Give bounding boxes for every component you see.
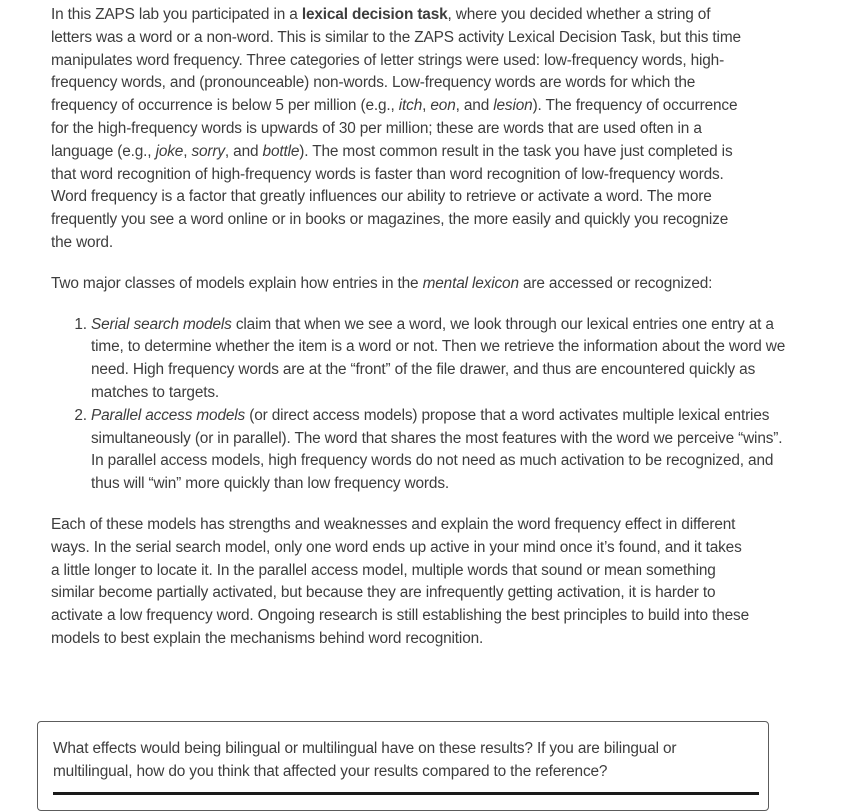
intro-paragraph: In this ZAPS lab you participated in a lexical decision task, where you decided whether a string of letters was a word or a non-word. This is similar to the ZAPS activity Lexical Decision Task, but this time manipulates word frequency. Three categories of letter strings were used: low-frequency words, high-frequency words, and (pronounceable) non-words. Low-frequency words are words for which the frequency of occurrence is below 5 per million (e.g., itch, eon, and lesion). The frequency of occurrence for the high-frequency words is upwards of 30 per million; these are words that are used often in a language (e.g., joke, sorry, and bottle). The most common result in the task you have just completed is that word recognition of high-frequency words is faster than word recognition of low-frequency words. Word frequency is a factor that greatly influences our ability to retrieve or activate a word. The more frequently you see a word online or in books or magazines, the more easily and quickly you recognize the word. [51, 6, 741, 251]
conclusion-paragraph: Each of these models has strengths and weaknesses and explain the word frequency effect in different ways. In the serial search model, only one word ends up active in your mind once it’s found, and it takes a little longer to locate it. In the parallel access model, multiple words that sound or mean something similar become partially activated, but because they are infrequently getting activation, it is harder to activate a low frequency word. Ongoing research is still establishing the best principles to build into these models to best explain the mechanisms behind word recognition. [51, 515, 749, 647]
lexical-decision-term: lexical decision task [301, 6, 448, 23]
models-list [51, 314, 788, 496]
question-text: What effects would being bilingual or multilingual have on these results? If you are bilingual or multilingual, how do you think that affected your results compared to the reference? [53, 740, 677, 780]
models-intro-paragraph: Two major classes of models explain how entries in the mental lexicon are accessed or recognized: [51, 274, 713, 292]
list-item: 2. Parallel access models (or direct access models) propose that a word activates multiple lexical entries simultaneously (or in parallel). The word that shares the most features with the word we perceive “wins”. In parallel access models, high frequency words do not need as much activation to be recognized, and thus will “win” more quickly than low frequency words. [91, 405, 788, 496]
list-item: 1. Serial search models claim that when we see a word, we look through our lexical entries one entry at a time, to determine whether the item is a word or not. Then we retrieve the information about the word we need. High frequency words are at the “front” of the file drawer, and thus are encountered quickly as matches to targets. [91, 314, 788, 405]
article-content [51, 4, 786, 651]
question-box [37, 721, 769, 811]
mental-lexicon-term: mental lexicon [422, 274, 519, 292]
